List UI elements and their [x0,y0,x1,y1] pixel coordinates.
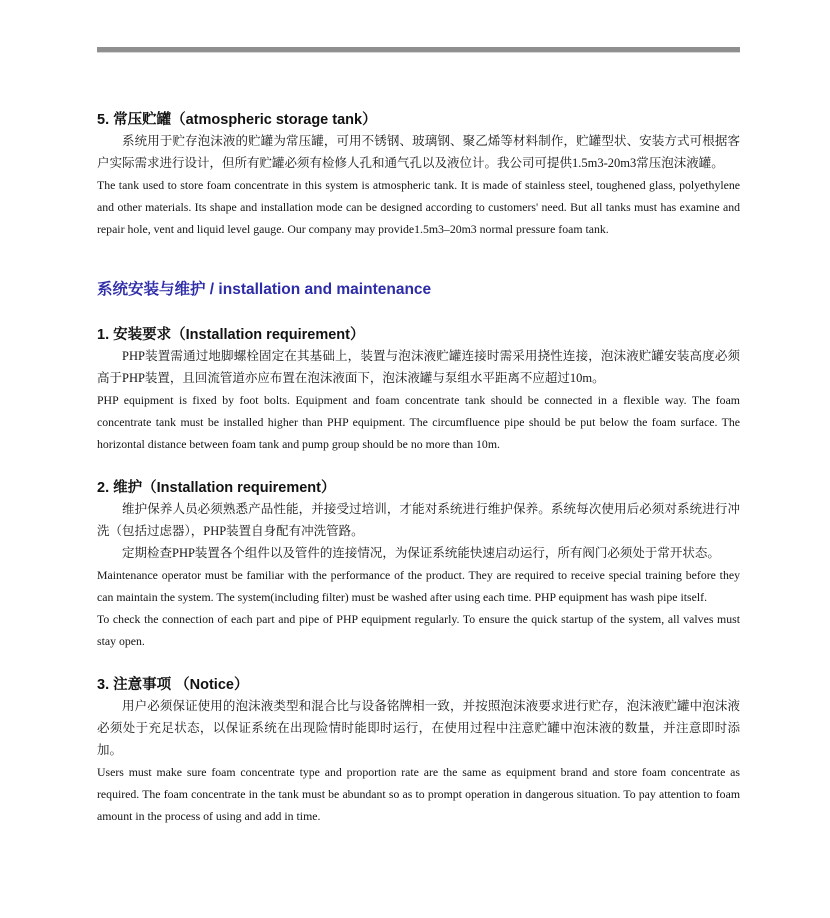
section-maintenance-instructions [97,479,740,652]
section-installation-requirement [97,326,740,455]
maintenance-paragraph-zh-1: 维护保养人员必须熟悉产品性能，并接受过培训，才能对系统进行维护保养。系统每次使用后必须对系统进行冲洗（包括过虑器），PHP装置自身配有冲洗管路。 [97,501,740,538]
installation-requirement-paragraph-en: PHP equipment is fixed by foot bolts. Equipment and foam concentrate tank should be connected in a flexible way. The foam concentrate tank must be installed higher than PHP equipment. The circumfluence pipe should be put below the foam surface. The horizontal distance between foam tank and pump group should be no more than 10m. [97,392,740,451]
storage-tank-paragraph-zh: 系统用于贮存泡沫液的贮罐为常压罐，可用不锈钢、玻璃钢、聚乙烯等材料制作，贮罐型状、安装方式可根据客户实际需求进行设计，但所有贮罐必须有检修人孔和通气孔以及液位计。我公司可提供1.5m3-20m3常压泡沫液罐。 [97,133,740,170]
maintenance-heading: 2. 维护（Installation requirement） [97,479,336,496]
notice-paragraph-zh: 用户必须保证使用的泡沫液类型和混合比与设备铭牌相一致，并按照泡沫液要求进行贮存，泡沫液贮罐中泡沫液必须处于充足状态，以保证系统在出现险情时能即时运行，在使用过程中注意贮罐中泡沫液的数量，并注意即时添加。 [97,698,740,757]
installation-maintenance-title: 系统安装与维护 / installation and maintenance [97,280,432,298]
top-divider-rule [97,47,740,53]
notice-heading: 3. 注意事项 （Notice） [97,676,249,693]
section-notice [97,676,740,827]
installation-requirement-heading: 1. 安装要求（Installation requirement） [97,326,365,343]
storage-tank-paragraph-en: The tank used to store foam concentrate in this system is atmospheric tank. It is made of stainless steel, toughened glass, polyethylene and other materials. Its shape and installation mode can be designed according to customers' need. But all tanks must has examine and repair hole, vent and liquid level gauge. Our company may provide1.5m3–20m3 normal pressure foam tank. [97,177,740,236]
section-storage-tank [97,111,740,240]
storage-tank-heading: 5. 常压贮罐（atmospheric storage tank） [97,112,377,128]
maintenance-paragraph-zh-2: 定期检查PHP装置各个组件以及管件的连接情况，为保证系统能快速启动运行，所有阀门必须处于常开状态。 [122,545,720,560]
maintenance-paragraph-en-1: Maintenance operator must be familiar with the performance of the product. They are required to receive special training before they can maintain the system. The system(including filter) must be washed after using each time. PHP equipment has wash pipe itself. [97,567,740,604]
notice-paragraph-en: Users must make sure foam concentrate type and proportion rate are the same as equipment brand and store foam concentrate as required. The foam concentrate in the tank must be abundant so as to prompt operation in dangerous situation. To pay attention to foam amount in the process of using and add in time. [97,764,740,823]
maintenance-paragraph-en-2: To check the connection of each part and pipe of PHP equipment regularly. To ensure the quick startup of the system, all valves must stay open. [97,611,740,648]
installation-requirement-paragraph-zh: PHP装置需通过地脚螺栓固定在其基础上，装置与泡沫液贮罐连接时需采用挠性连接，泡沫液贮罐安装高度必须高于PHP装置，且回流管道亦应布置在泡沫液面下，泡沫液罐与泵组水平距离不应超过10m。 [97,348,740,385]
